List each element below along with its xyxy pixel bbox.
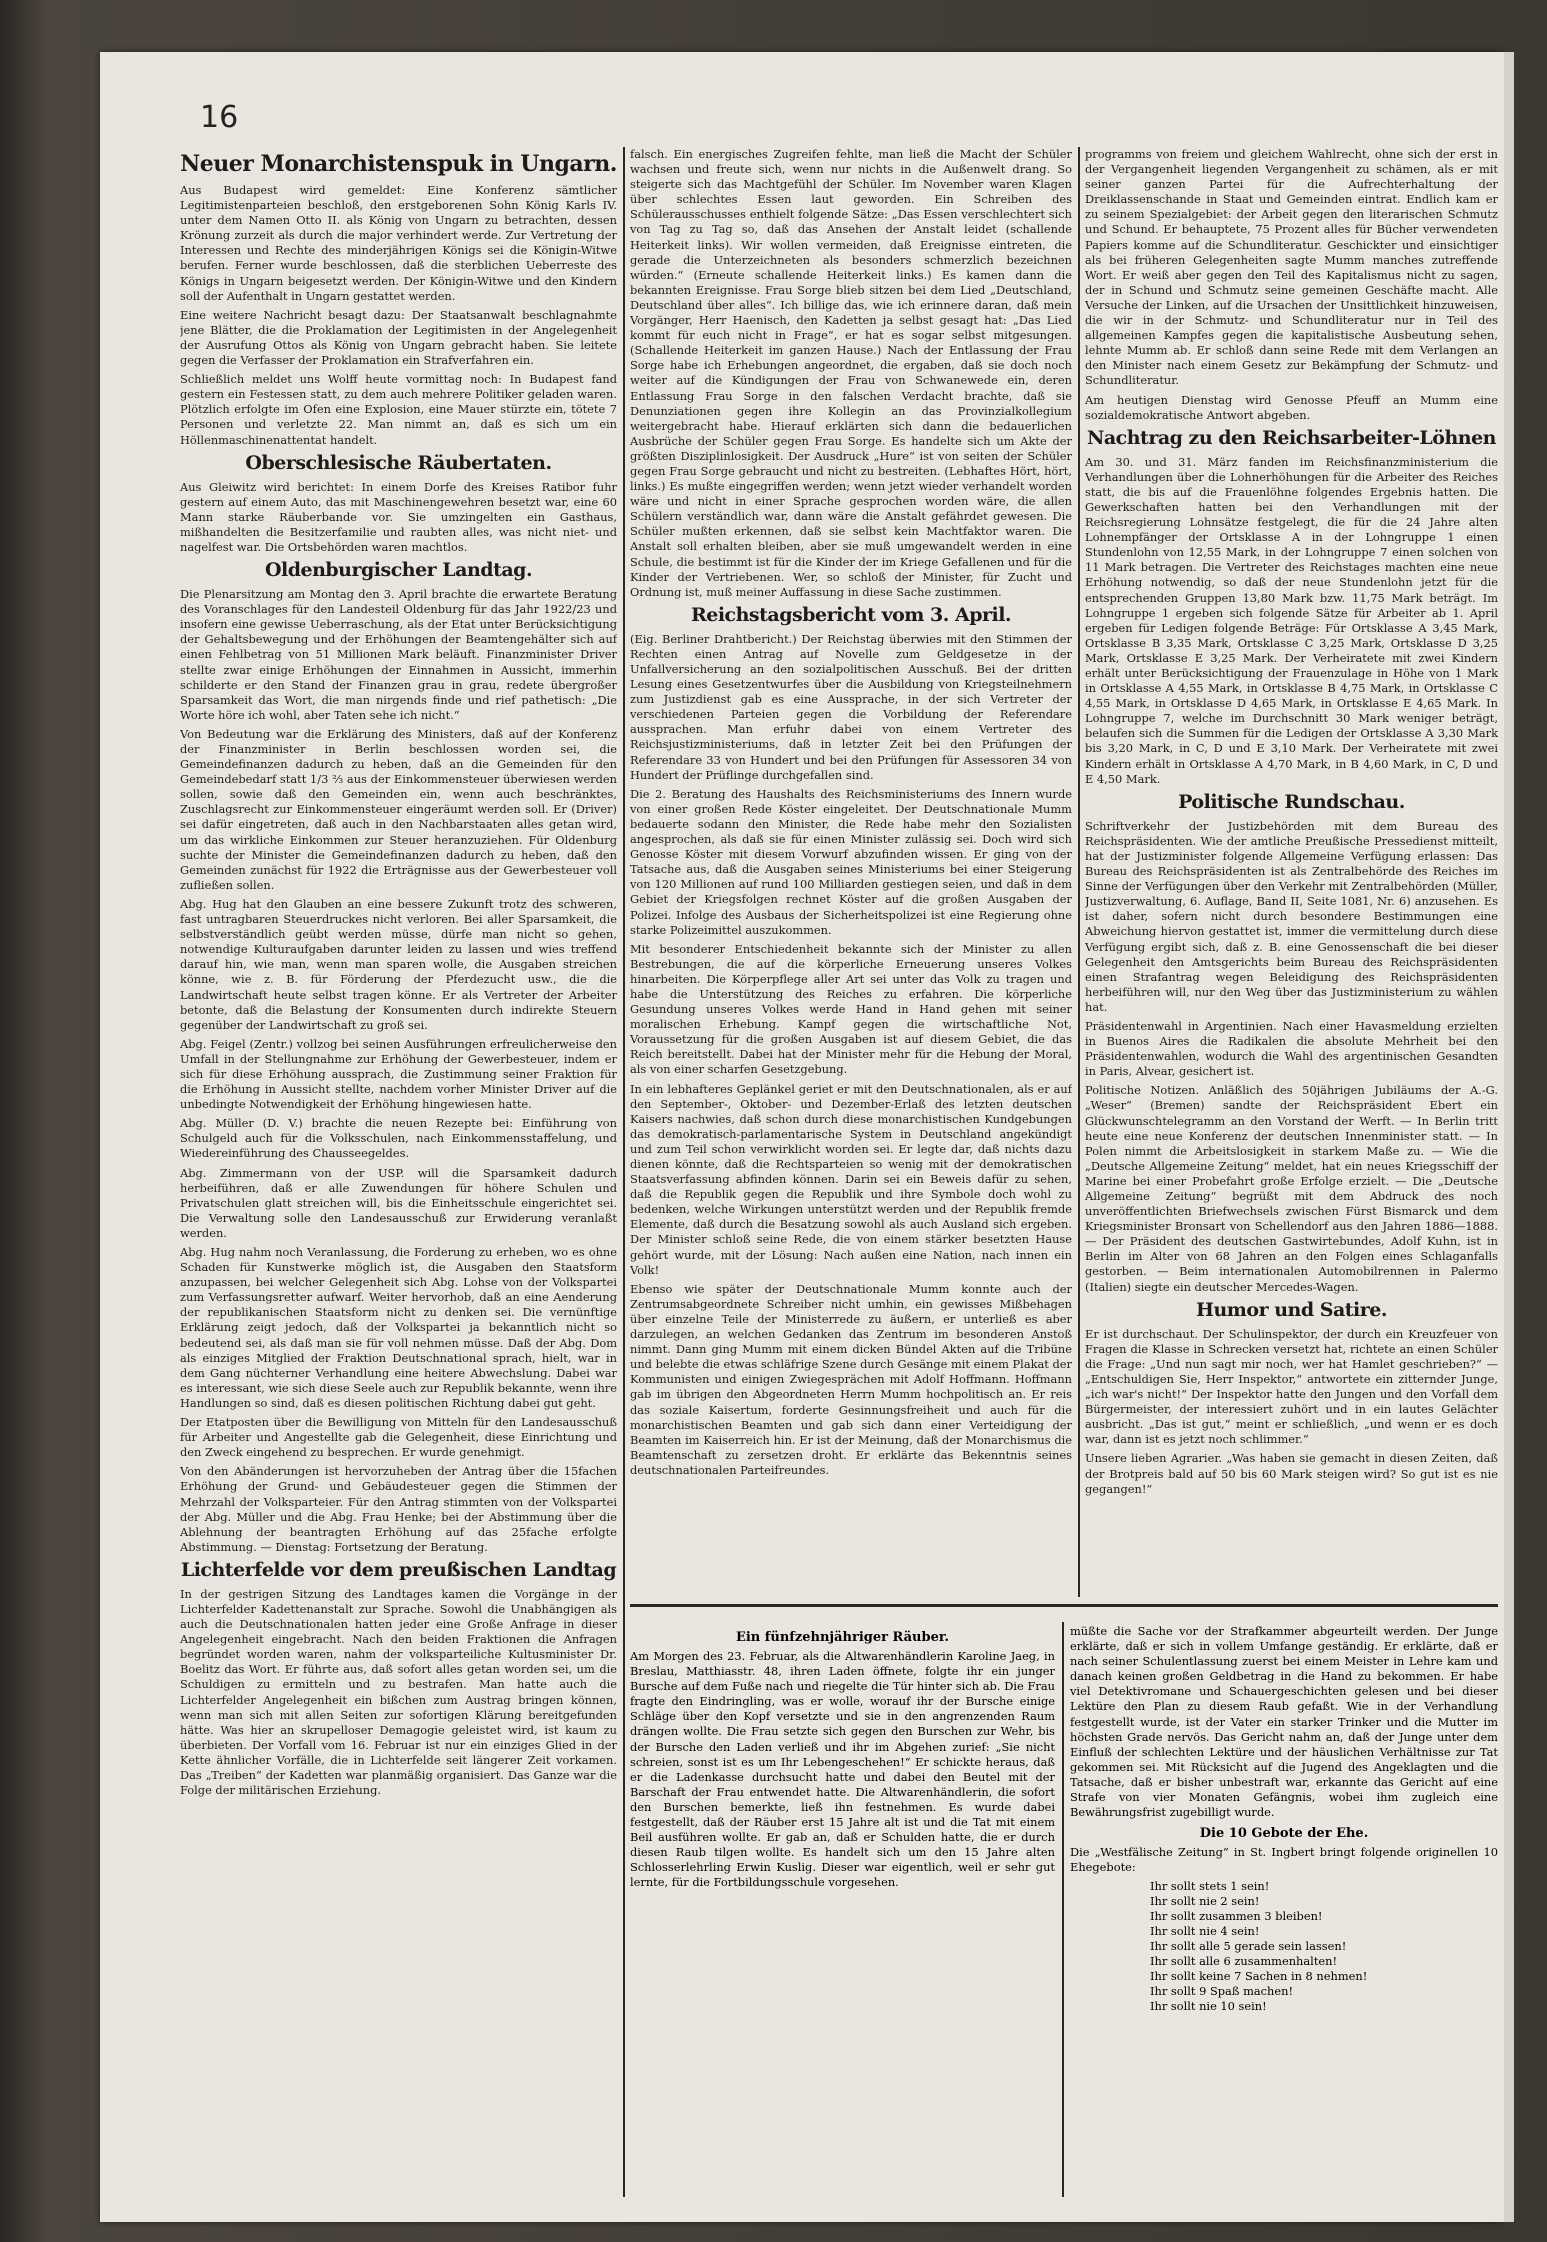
page-number: 16 [200, 100, 239, 135]
article-text: Eine weitere Nachricht besagt dazu: Der Staatsanwalt beschlagnahmte jene Blätter, die die Proklamation der Legitimisten in der Angelegenheit der Ausrufung Ottos als König von Ungarn gebracht haben. Sie leitete gegen die Verfasser der Proklamation ein Strafverfahren ein. [180, 307, 617, 368]
list-item: Ihr sollt stets 1 sein! [1150, 1879, 1270, 1894]
article-text: Schließlich meldet uns Wolff heute vormittag noch: In Budapest fand gestern ein Festessen statt, zu dem auch mehrere Politiker geladen waren. Plötzlich erfolgte im Ofen eine Explosion, eine Mauer stürzte ein, tötete 7 Personen und verletzte 22. Man nimmt an, daß es sich um ein Höllenmaschinenattentat handelt. [180, 372, 617, 447]
list-item: Ihr sollt nie 4 sein! [1150, 1924, 1260, 1939]
article-text: Abg. Feigel (Zentr.) vollzog bei seinen Ausführungen erfreulicherweise den Umfall in der Stellungnahme zur Erhöhung der Gewerbesteuer, indem er sich für diese Erhöhung aussprach, die Zustimmung seiner Fraktion für die Erhöhung in Aussicht stellte, nachdem vorher Minister Driver auf die unbedingte Notwendigkeit der Erhöhung hingewiesen hatte. [180, 1036, 617, 1112]
headline-raeuber: Ein fünfzehnjähriger Räuber. [735, 1630, 950, 1645]
newspaper-page [100, 52, 1504, 2222]
article-text: Die Plenarsitzung am Montag den 3. April brachte die erwartete Beratung des Voranschlages für den Landesteil Oldenburg für das Jahr 1922/23 und insofern eine gewisse Ueberraschung, als der Etat unter Berücksichtigung der Gehaltsbewegung und der Erhöhungen der Beamtengehälter sich auf einen Fehlbetrag von 51 Millionen Mark beläuft. Finanzminister Driver stellte zwar einige Erhöhungen der Einnahmen in Aussicht, immerhin schilderte er den Stand der Finanzen grau in grau, redete übergroßer Sparsamkeit das Wort, die man nirgends finde und rief pathetisch: „Die Worte höre ich wohl, aber Taten sehe ich nicht.“ [180, 587, 617, 722]
article-text: Er ist durchschaut. Der Schulinspektor, der durch ein Kreuzfeuer von Fragen die Klasse in Schrecken versetzt hat, richtete an einen Schüler die Frage: „Und nun sagt mir noch, wer hat Hamlet geschrieben?“ — „Entschuldigen Sie, Herr Inspektor,“ antwortete ein zitternder Junge, „ich war's nicht!“ Der Inspektor hatte den Jungen und den Vorfall dem Bürgermeister, der interessiert zuhört und in ein lautes Gelächter ausbricht. „Das ist gut,“ meint er schließlich, „und wenn er es doch war, dann ist es jetzt noch schlimmer.“ [1085, 1326, 1498, 1447]
article-text: Aus Gleiwitz wird berichtet: In einem Dorfe des Kreises Ratibor fuhr gestern auf einem Auto, das mit Maschinengewehren besetzt war, eine 60 Mann starke Räuberbande vor. Sie umzingelten ein Gasthaus, mißhandelten die Besitzerfamilie und raubten alles, was nicht niet- und nagelfest war. Die Ortsbehörden waren machtlos. [180, 479, 617, 554]
article-text: falsch. Ein energisches Zugreifen fehlte, man ließ die Macht der Schüler wachsen und freute sich, wenn nur nichts in die Außenwelt drang. So steigerte sich das Machtgefühl der Schüler. Im November waren Klagen über schlechtes Essen laut geworden. Ein Schreiben des Schülerausschusses enthielt folgende Sätze: „Das Essen verschlechtert sich von Tag zu Tag so, daß das Ansehen der Anstalt leidet (schallende Heiterkeit links). Wir wollen vermeiden, daß Ereignisse eintreten, die gerade die Unterzeichneten als besonders schmerzlich bezeichnen würden.“ (Erneute schallende Heiterkeit links.) Es kamen dann die bekannten Ereignisse. Frau Sorge blieb sitzen bei dem Lied „Deutschland, Deutschland über alles“. Ich billige das, wie ich erinnere daran, daß mein Vorgänger, Herr Haenisch, den Kadetten ja selbst gesagt hat: „Das Lied kommt für euch nicht in Frage“, er hat es sogar selbst mitgesungen. (Schallende Heiterkeit im ganzen Hause.) Nach der Entlassung der Frau Sorge habe ich Erhebungen angeordnet, die ergaben, daß sie doch noch weiter auf die Kündigungen der Frau von Schwanewede ein, deren Entlassung Frau Sorge in den falschen Verdacht brachte, daß sie Denunziationen gegen ihre Kollegin an das Provinzialkollegium weitergebracht habe. Hierauf erklärten sich dann die bedauerlichen Ausbrüche der Schüler gegen Frau Sorge. Es handelte sich um Akte der größten Disziplinlosigkeit. Der Ausdruck „Hure“ ist von seiten der Schüler gegen Frau Sorge gebraucht und nicht zu bestreiten. (Lebhaftes Hört, hört, links.) Es mußte eingegriffen werden; wenn jetzt wieder verhandelt worden wäre und nicht in einer Sprache gesprochen worden wäre, die allen Schülern verständlich war, dann wäre die Anstalt gefährdet gewesen. Die Schüler mußten erkennen, daß sie selbst kein Machtfaktor waren. Die Anstalt soll erhalten bleiben, aber sie muß umgewandelt werden in eine Schule, die bestimmt ist für die Kinder der im Kriege Gefallenen und für die Kinder der Vertriebenen. Wer, so schloß der Minister, für Zucht und Ordnung ist, muß meiner Auffassung in diese Sache zustimmen. [630, 147, 1072, 599]
article-text: programms von freiem und gleichem Wahlrecht, ohne sich der erst in der Vergangenheit liegenden Vergangenheit zu schämen, als er mit seiner ganzen Partei für die Aufrechterhaltung der Dreiklassenschande in Staat und Gemeinden eintrat. Endlich kam er zu seinem Spezialgebiet: der Arbeit gegen den literarischen Schmutz und Schund. Er behauptete, 75 Prozent alles für Bücher verwendeten Papiers komme auf die Schundliteratur. Geschickter und einsichtiger als bei früheren Gelegenheiten sagte Mumm manches zutreffende Wort. Er weiß aber gegen den Teil des Kapitalismus nicht zu sagen, der in Schund und Schmutz seine gemeinen Geschäfte macht. Alle Versuche der Linken, auf die Ursachen der Unsittlichkeit hinzuweisen, die wir in der Schmutz- und Schundliteratur nur in Teil des allgemeinen Kampfes gegen die kapitalistische Ausbeutung sehen, lehnte Mumm ab. Er schloß dann seine Rede mit dem Verlangen an den Minister nach einem Gesetz zur Bekämpfung der Schmutz- und Schundliteratur. [1085, 147, 1498, 388]
column-divider [1062, 1622, 1064, 2197]
column-2 [630, 147, 1072, 1587]
article-text: Der Etatposten über die Bewilligung von Mitteln für den Landesausschuß für Arbeiter und Angestellte gab die Gelegenheit, diese Einrichtung und den Zweck eingehend zu besprechen. Er wurde genehmigt. [180, 1415, 617, 1460]
list-item: Ihr sollt keine 7 Sachen in 8 nehmen! [1150, 1969, 1368, 1984]
article-text: Abg. Müller (D. V.) brachte die neuen Rezepte bei: Einführung von Schulgeld auch für die Volksschulen, nach Einkommensstaffelung, und Wiedereinführung des Chausseegeldes. [180, 1116, 617, 1161]
lower-section [630, 1612, 1498, 2202]
headline-rundschau: Politische Rundschau. [1178, 790, 1405, 813]
commandments-list [1070, 1879, 1498, 2014]
list-item: Ihr sollt nie 2 sein! [1150, 1894, 1260, 1909]
article-text: Abg. Hug hat den Glauben an eine bessere Zukunft trotz des schweren, fast untragbaren Steuerdruckes nicht verloren. Bei aller Sparsamkeit, die selbstverständlich geübt werden müsse, dürfe man nicht so gehen, notwendige Kulturaufgaben darunter leiden zu lassen und wies treffend darauf hin, wie man, wenn man sparen wolle, die Ausgaben streichen könne, wie z. B. für Förderung der Pferdezucht usw., die die Landwirtschaft heute selbst tragen könne. Er als Vertreter der Arbeiter betonte, daß die Belastung der Konsumenten durch indirekte Steuern gegenüber der Landwirtschaft zu groß sei. [180, 896, 617, 1032]
article-text: Aus Budapest wird gemeldet: Eine Konferenz sämtlicher Legitimistenparteien beschloß, den erstgeborenen Sohn König Karls IV. unter dem Namen Otto II. als König von Ungarn zu betrachten, dessen Krönung zurzeit als durch die major verhindert werde. Zur Vertretung der Interessen und Rechte des minderjährigen Königs sei die Königin-Witwe berufen. Ferner wurde beschlossen, daß die sterblichen Ueberreste des Königs in Ungarn beigesetzt werden. Der Königin-Witwe und den Kindern soll der Aufenthalt in Ungarn gestattet werden. [180, 183, 617, 303]
section-divider [630, 1604, 1498, 1607]
list-item: Ihr sollt zusammen 3 bleiben! [1150, 1909, 1323, 1924]
list-item: Ihr sollt alle 6 zusammenhalten! [1150, 1954, 1338, 1969]
article-text: Mit besonderer Entschiedenheit bekannte sich der Minister zu allen Bestrebungen, die auf die körperliche Erneuerung unseres Volkes hinarbeiten. Die Körperpflege aller Art sei unter das Volk zu tragen und habe die Unterstützung des Reiches zu erfahren. Die körperliche Gesundung unseres Volkes werde Hand in Hand gehen mit seiner moralischen Erhebung. Kampf gegen die wirtschaftliche Not, Voraussetzung für die großen Ausgaben ist auf diesem Gebiet, die das Reich bereitstellt. Dabei hat der Minister mehr für die Hebung der Moral, als von einer scharfen Gesetzgebung. [630, 941, 1072, 1077]
headline-lichterfelde: Lichterfelde vor dem preußischen Landtag [180, 1558, 617, 1581]
headline-oldenburg: Oldenburgischer Landtag. [264, 559, 533, 582]
article-text: Am Morgen des 23. Februar, als die Altwarenhändlerin Karoline Jaeg, in Breslau, Matthiasstr. 48, ihren Laden öffnete, folgte ihr ein junger Bursche auf dem Fuße nach und riegelte die Tür hinter sich ab. Die Frau fragte den Eindringling, was er wolle, worauf ihr der Bursche einige Schläge über den Kopf versetzte und sie in den angrenzenden Raum drängen wollte. Die Frau setzte sich gegen den Burschen zur Wehr, bis der Bursche den Laden verließ und ihr im Abgehen zurief: „Sie nicht schreien, sonst ist es um Ihr Lebengeschehen!“ Er schickte heraus, daß er die Ladenkasse durchsucht hatte und dabei den Beutel mit der Barschaft der Frau entwendet hatte. Die Altwarenhändlerin, die sofort den Burschen bemerkte, ließ ihn festnehmen. Es wurde dabei festgestellt, daß der Räuber erst 15 Jahre alt ist und die Tat mit einem Beil ausführen wollte. Er gab an, daß er Schulden hatte, die er durch diesen Raub tilgen wollte. Es handelt sich um den 15 Jahre alten Schlosserlehrling Erwin Kuslig. Dieser war eigentlich, weil er sehr gut lernte, für die Fortbildungsschule vorgesehen. [630, 1649, 1055, 1890]
lower-left-column [630, 1624, 1055, 2199]
headline-reichsarbeiter: Nachtrag zu den Reichsarbeiter-Löhnen [1087, 426, 1496, 449]
article-text: Von den Abänderungen ist hervorzuheben der Antrag über die 15fachen Erhöhung der Grund- und Gebäudesteuer gegen die Stimmen der Mehrzahl der Volksparteier. Für den Antrag stimmten von der Volkspartei der Abg. Müller und die Abg. Frau Henke; bei der Abstimmung über die Ablehnung der beantragten Erhöhung auf das 25fache erfolgte Abstimmung. — Dienstag: Fortsetzung der Beratung. [180, 1464, 617, 1554]
article-text: Die „Westfälische Zeitung“ in St. Ingbert bringt folgende originellen 10 Ehegebote: [1070, 1845, 1498, 1875]
headline-raeubertaten: Oberschlesische Räubertaten. [245, 451, 552, 474]
article-text: Abg. Hug nahm noch Veranlassung, die Forderung zu erheben, wo es ohne Schaden für Kunstwerke möglich ist, die Ausgaben den Staatsform anzupassen, bei welcher Gelegenheit sich Abg. Lohse von der Volkspartei zum Verfassungsretter aufwarf. Weiter hervorhob, daß an eine Aenderung der republikanischen Staatsform nicht zu denken sei. Die vernünftige Erklärung zeigt jedoch, daß der Volkspartei ja bekanntlich nicht so bedeutend sei, als daß man sie für voll nehmen müsse. Daß der Abg. Dom als einziges Mitglied der Fraktion Deutschnational sprach, hielt, war in dem Gang nüchterner Verhandlung eine heitere Abwechslung. Dabei war es interessant, wie sich diese Seele auch zur Republik bekannte, wenn ihre Handlungen so sind, daß es diesen politischen Richtung dabei gut geht. [180, 1245, 617, 1410]
article-text: In der gestrigen Sitzung des Landtages kamen die Vorgänge in der Lichterfelder Kadettenanstalt zur Sprache. Sowohl die Unabhängigen als auch die Deutschnationalen hatten jeder eine Große Anfrage in dieser Angelegenheit eingebracht. Nach den beiden Fraktionen die Anfragen begründet worden waren, nahm der volksparteiliche Kultusminister Dr. Boelitz das Wort. Er führte aus, daß sofort alles getan worden sei, um die Schuldigen zu ermitteln und zu bestrafen. Man hatte auch die Lichterfelder Angelegenheit ein bißchen zum Austrag bringen können, wenn man sich mit allen Seiten zur sofortigen Klärung bereitgefunden hätte. Was hier an skrupelloser Demagogie geleistet wird, ist kaum zu überbieten. Der Vorfall vom 16. Februar ist nur ein einziges Glied in der Kette ähnlicher Vorfälle, die in Lichterfelde seit längerer Zeit vorkamen. Das „Treiben“ der Kadetten war planmäßig organisiert. Das Ganze war die Folge der militärischen Erziehung. [180, 1586, 617, 1798]
article-text: müßte die Sache vor der Strafkammer abgeurteilt werden. Der Junge erklärte, daß er sich in vollem Umfange geständig. Er erklärte, daß er nach seiner Schulentlassung zuerst bei einem Meister in Lehre kam und danach keinen großen Geldbetrag in die Hand zu bekommen. Er habe viel Detektivromane und Schauergeschichten gelesen und bei dieser Lektüre den Plan zu diesem Raub gefaßt. Wie in der Verhandlung festgestellt wurde, ist der Vater ein starker Trinker und die Mutter im höchsten Grade nervös. Das Gericht nahm an, daß der Junge unter dem Einfluß der schlechten Lektüre und der häuslichen Verhältnisse zur Tat gekommen sei. Mit Rücksicht auf die Jugend des Angeklagten und die Tatsache, daß er bisher unbestraft war, erkannte das Gericht auf eine Strafe von vier Monaten Gefängnis, wobei ihm zugleich eine Bewährungsfrist zugebilligt wurde. [1070, 1624, 1498, 1820]
headline-reichstag: Reichstagsbericht vom 3. April. [690, 603, 1012, 626]
article-text: Präsidentenwahl in Argentinien. Nach einer Havasmeldung erzielten in Buenos Aires die Radikalen die absolute Mehrheit bei den Präsidentenwahlen, wodurch die Wahl des argentinischen Gesandten in Paris, Alvear, gesichert ist. [1085, 1018, 1498, 1079]
column-1 [180, 147, 617, 2197]
column-divider [623, 147, 625, 2197]
article-text: Die 2. Beratung des Haushalts des Reichsministeriums des Innern wurde von einer großen Rede Köster eingeleitet. Der Deutschnationale Mumm bedauerte sodann den Minister, die Rede habe mehr den Sozialisten angesprochen, als daß sie für einen Minister zulässig sei. Doch wird sich Genosse Köster mit diesem Vorwurf abzufinden wissen. Er ging von der Tatsache aus, daß die Ausgaben seines Ministeriums bei einer Steigerung von 120 Millionen auf rund 100 Milliarden gestiegen seien, und daß in dem Gebiet der Kriegsfolgen rechnet Köster auf die großen Ausgaben der Polizei. Infolge des Ausbaus der Sicherheitspolizei ist eine Regierung ohne starke Polizeimittel auszukommen. [630, 786, 1072, 937]
lower-right-column [1070, 1624, 1498, 2199]
article-text: Von Bedeutung war die Erklärung des Ministers, daß auf der Konferenz der Finanzminister in Berlin beschlossen worden sei, die Gemeindefinanzen dadurch zu heben, daß an die Gemeinden für den Gemeindebedarf statt 1/3 ⅔ aus der Einkommensteuer überwiesen werden sollen, sowie daß den Gemeinden ein, wenn auch beschränktes, Zuschlagsrecht zur Einkommensteuer eingeräumt werden soll. Er (Driver) sei dafür eingetreten, daß auch in den Nachbarstaaten alles getan wird, um das wirkliche Einkommen zur Steuer heranzuziehen. Für Oldenburg suchte der Minister die Gemeindefinanzen dadurch zu heben, daß den Gemeinden zunächst für 1922 die Erträgnisse aus der Gewerbesteuer voll zufließen sollen. [180, 726, 617, 892]
column-3 [1085, 147, 1498, 1587]
article-text: Abg. Zimmermann von der USP. will die Sparsamkeit dadurch herbeiführen, daß er alle Zuwendungen für höhere Schulen und Privatschulen glatt streichen will, bis die Einheitsschule eingerichtet sei. Die Verwaltung solle den Landesausschuß zur Erwiderung veranlaßt werden. [180, 1165, 617, 1240]
list-item: Ihr sollt nie 10 sein! [1150, 1999, 1267, 2014]
column-divider [1078, 147, 1080, 1597]
article-text: Am 30. und 31. März fanden im Reichsfinanzministerium die Verhandlungen über die Lohnerhöhungen für die Arbeiter des Reiches statt, die bis auf die Frauenlöhne folgendes Ergebnis hatten. Die Gewerkschaften hatten bei den Verhandlungen mit der Reichsregierung Lohnsätze festgelegt, die für die 24 Jahre alten Lohnempfänger der Ortsklasse A in der Lohngruppe 1 einen Stundenlohn von 12,55 Mark, in der Lohngruppe 7 einen solchen von 11 Mark betragen. Die Vertreter des Reichstages machten eine neue Erhöhung notwendig, so daß der neue Stundenlohn jetzt für die entsprechenden Gruppen 13,80 Mark bzw. 11,75 Mark beträgt. Im Lohngruppe 1 ergeben sich folgende Sätze für Arbeiter ab 1. April ergeben für Ledigen folgende Beträge: Für Ortsklasse A 3,45 Mark, Ortsklasse B 3,35 Mark, Ortsklasse C 3,25 Mark, Ortsklasse D 3,25 Mark, Ortsklasse E 3,25 Mark. Der Verheiratete mit zwei Kindern erhält unter Berücksichtigung der Frauenzulage in Höhe von 1 Mark in Ortsklasse A 4,55 Mark, in Ortsklasse B 4,75 Mark, in Ortsklasse C 4,55 Mark, in Ortsklasse D 4,65 Mark, in Ortsklasse E 4,65 Mark. In Lohngruppe 7, welche im Durchschnitt 30 Mark weniger beträgt, belaufen sich die Summen für die Ledigen der Ortsklasse A 3,30 Mark bis 3,20 Mark, in C, D und E 3,10 Mark. Der Verheiratete mit zwei Kindern erhält in Ortsklasse A 4,70 Mark, in B 4,60 Mark, in C, D und E 4,50 Mark. [1085, 454, 1498, 786]
article-text: In ein lebhafteres Geplänkel geriet er mit den Deutschnationalen, als er auf den September-, Oktober- und Dezember-Erlaß des letzten deutschen Kaisers nachwies, daß schon durch diese monarchistischen Kundgebungen das demokratisch-parlamentarische System in Deutschland angekündigt und zum Teil schon verwirklicht worden sei. Er legte dar, daß nichts dazu dienen könnte, daß die Rechtsparteien so wenig mit der demokratischen Staatsverfassung abfinden können. Darin sei ein Beweis dafür zu sehen, daß die Republik gegen die Republik und ihre Symbole doch wohl zu bedenken, welche Wirkungen unterstützt werden und der Republik fremde Elemente, daß durch die Besatzung sowohl als auch Ausland sich ergeben. Der Minister schloß seine Rede, die von einem stärker besetzten Hause gehört wurde, mit der Lösung: Nach außen eine Nation, nach innen ein Volk! [630, 1081, 1072, 1277]
article-text: Ebenso wie später der Deutschnationale Mumm konnte auch der Zentrumsabgeordnete Schreiber nicht umhin, ein gewisses Mißbehagen über einzelne Teile der Ministerrede zu äußern, er unterließ es aber darzulegen, an welchen Gedanken das Zentrum im besonderen Anstoß nimmt. Dann ging Mumm mit einem dicken Bündel Akten auf die Tribüne und belebte die etwas schläfrige Szene durch Gesänge mit einem Plakat der Kommunisten und einigen Zwiegesprächen mit Adolf Hoffmann. Hoffmann gab im übrigen den Abgeordneten Herrn Mumm hochpolitisch an. Er reis das soziale Kaisertum, forderte Gesinnungsfreiheit und auch für die monarchistischen Beamten und gab sich dann einer Verteidigung der Beamten im Kaiserreich hin. Er ist der Meinung, daß der Monarchismus die Beamtenschaft zu zersetzen droht. Er erklärte das Bekenntnis seines deutschnationalen Parteifreundes. [630, 1281, 1072, 1477]
headline-ehe-gebote: Die 10 Gebote der Ehe. [1199, 1826, 1369, 1842]
page-edge [1504, 52, 1514, 2222]
headline-humor: Humor und Satire. [1196, 1298, 1387, 1321]
headline-monarchistenspuk: Neuer Monarchistenspuk in Ungarn. [180, 151, 617, 177]
article-text: Schriftverkehr der Justizbehörden mit dem Bureau des Reichspräsidenten. Wie der amtliche Preußische Pressedienst mitteilt, hat der Justizminister folgende Allgemeine Verfügung erlassen: Das Bureau des Reichspräsidenten ist als Zentralbehörde des Reiches im Sinne der Verfügungen über den Verkehr mit Zentralbehörden (Müller, Justizverwaltung, 6. Auflage, Band II, Seite 1081, Nr. 6) anzusehen. Es ist daher, sofern nicht durch besondere Bestimmungen eine Abweichung hiervon gestattet ist, immer die vermittelung durch diese Verfügung ergibt sich, daß z. B. eine Genossenschaft die bei dieser Gelegenheit den Amtsgerichts beim Bureau des Reichspräsidenten einen Strafantrag wegen Beleidigung des Reichspräsidenten herbeiführen will, nur den Weg über das Justizministerium zu wählen hat. [1085, 818, 1498, 1014]
article-text: Unsere lieben Agrarier. „Was haben sie gemacht in diesen Zeiten, daß der Brotpreis bald auf 50 bis 60 Mark steigen wird? So gut ist es nie gegangen!“ [1085, 1451, 1498, 1496]
list-item: Ihr sollt alle 5 gerade sein lassen! [1150, 1939, 1347, 1954]
list-item: Ihr sollt 9 Spaß machen! [1150, 1984, 1294, 1999]
article-text: (Eig. Berliner Drahtbericht.) Der Reichstag überwies mit den Stimmen der Rechten einen Antrag auf Novelle zum Geldgesetze in der Unfallversicherung an den sozialpolitischen Ausschuß. Bei der dritten Lesung eines Gesetzentwurfes über die Ausbildung von Kriegsteilnehmern zum Justizdienst gab es eine Aussprache, in der sich Vertreter der verschiedenen Parteien gegen die Vorbildung der Referendare aussprachen. Man erfuhr dabei von einem Vertreter des Reichsjustizministeriums, daß in letzter Zeit bei den Prüfungen der Referendare 33 von Hundert und bei den Prüfungen für Assessoren 34 von Hundert der Prüflinge durchgefallen sind. [630, 631, 1072, 782]
article-text: Am heutigen Dienstag wird Genosse Pfeuff an Mumm eine sozialdemokratische Antwort abgeben. [1085, 392, 1498, 422]
article-text: Politische Notizen. Anläßlich des 50jährigen Jubiläums der A.-G. „Weser“ (Bremen) sandte der Reichspräsident Ebert ein Glückwunschtelegramm an den Vorstand der Werft. — In Berlin tritt heute eine neue Konferenz der deutschen Innenminister statt. — In Polen nimmt die Arbeitslosigkeit in starkem Maße zu. — Wie die „Deutsche Allgemeine Zeitung“ meldet, hat ein neues Kriegsschiff der Marine bei einer Probefahrt große Erfolge erzielt. — Die „Deutsche Allgemeine Zeitung“ begrüßt mit dem Abdruck des noch unveröffentlichten Briefwechsels zwischen Fürst Bismarck und dem Kriegsminister Bronsart von Schellendorf aus den Jahren 1886—1888. — Der Präsident des deutschen Gastwirtebundes, Adolf Kuhn, ist in Berlin im Alter von 68 Jahren an den Folgen eines Schlaganfalls gestorben. — Beim internationalen Automobilrennen in Palermo (Italien) siegte ein deutscher Mercedes-Wagen. [1085, 1083, 1498, 1294]
